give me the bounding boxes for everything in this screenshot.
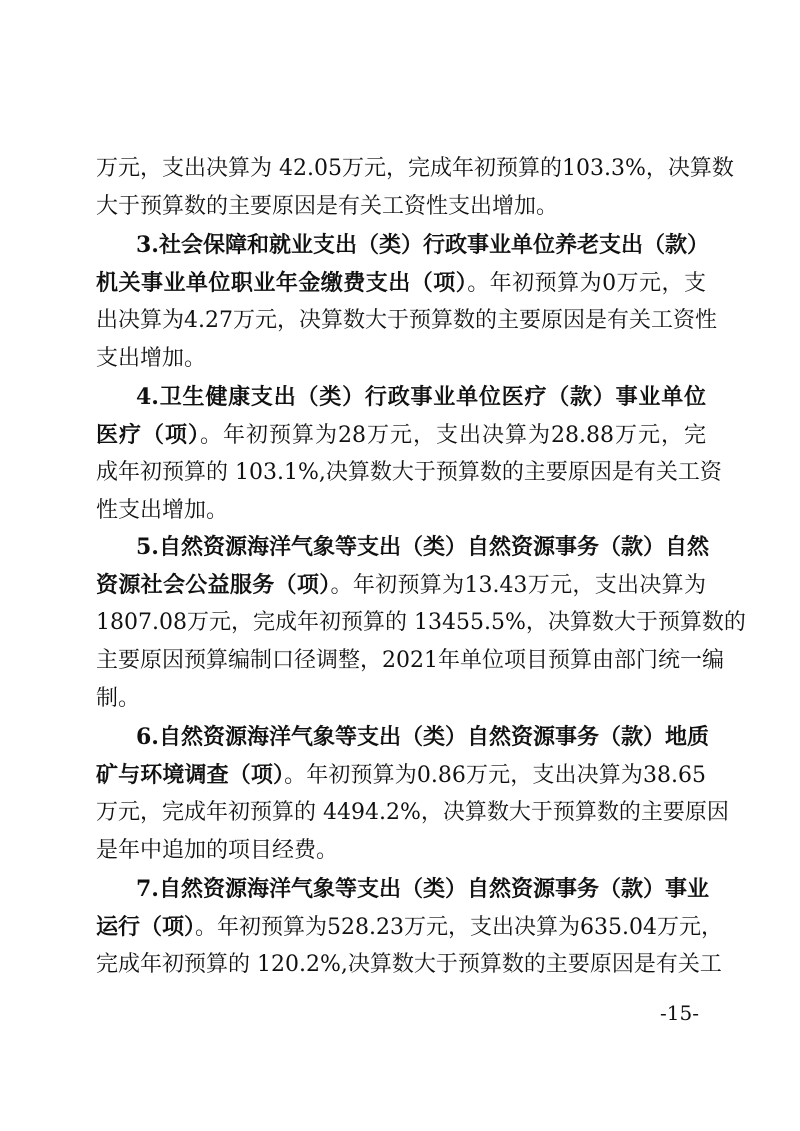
text-line: 支出增加。	[96, 346, 207, 371]
section-heading: 3.社会保障和就业支出（类）行政事业单位养老支出（款）	[136, 232, 709, 258]
text-line: 性支出增加。	[96, 498, 229, 523]
text-line: 医疗（项）。年初预算为28万元，支出决算为28.88万元，完	[96, 422, 706, 448]
text-line: 大于预算数的主要原因是有关工资性支出增加。	[96, 194, 559, 219]
text-line: 出决算为4.27万元，决算数大于预算数的主要原因是有关工资性	[96, 308, 717, 333]
page-number: -15-	[660, 1001, 699, 1025]
text-line: 主要原因预算编制口径调整，2021年单位项目预算由部门统一编	[96, 648, 724, 673]
text-line: 完成年初预算的 120.2%,决算数大于预算数的主要原因是有关工	[96, 952, 722, 977]
section-heading: 6.自然资源海洋气象等支出（类）自然资源事务（款）地质	[136, 724, 709, 750]
section-heading: 5.自然资源海洋气象等支出（类）自然资源事务（款）自然	[136, 534, 709, 560]
text-line: 制。	[96, 686, 141, 711]
text-line: 资源社会公益服务（项）。年初预算为13.43万元，支出决算为	[96, 572, 706, 598]
text-line: 机关事业单位职业年金缴费支出（项）。年初预算为0万元，支	[96, 270, 706, 296]
text-line: 矿与环境调查（项）。年初预算为0.86万元，支出决算为38.65	[96, 762, 706, 788]
text-line: 1807.08万元，完成年初预算的 13455.5%，决算数大于预算数的	[96, 610, 746, 635]
text-line: 成年初预算的 103.1%,决算数大于预算数的主要原因是有关工资	[96, 460, 722, 485]
text-line: 万元，支出决算为 42.05万元，完成年初预算的103.3%，决算数	[96, 156, 734, 181]
text-line: 是年中追加的项目经费。	[96, 838, 339, 863]
text-line: 万元，完成年初预算的 4494.2%，决算数大于预算数的主要原因	[96, 800, 729, 825]
section-heading: 4.卫生健康支出（类）行政事业单位医疗（款）事业单位	[136, 384, 706, 410]
text-line: 运行（项）。年初预算为528.23万元，支出决算为635.04万元，	[96, 914, 723, 940]
section-heading: 7.自然资源海洋气象等支出（类）自然资源事务（款）事业	[136, 876, 709, 902]
